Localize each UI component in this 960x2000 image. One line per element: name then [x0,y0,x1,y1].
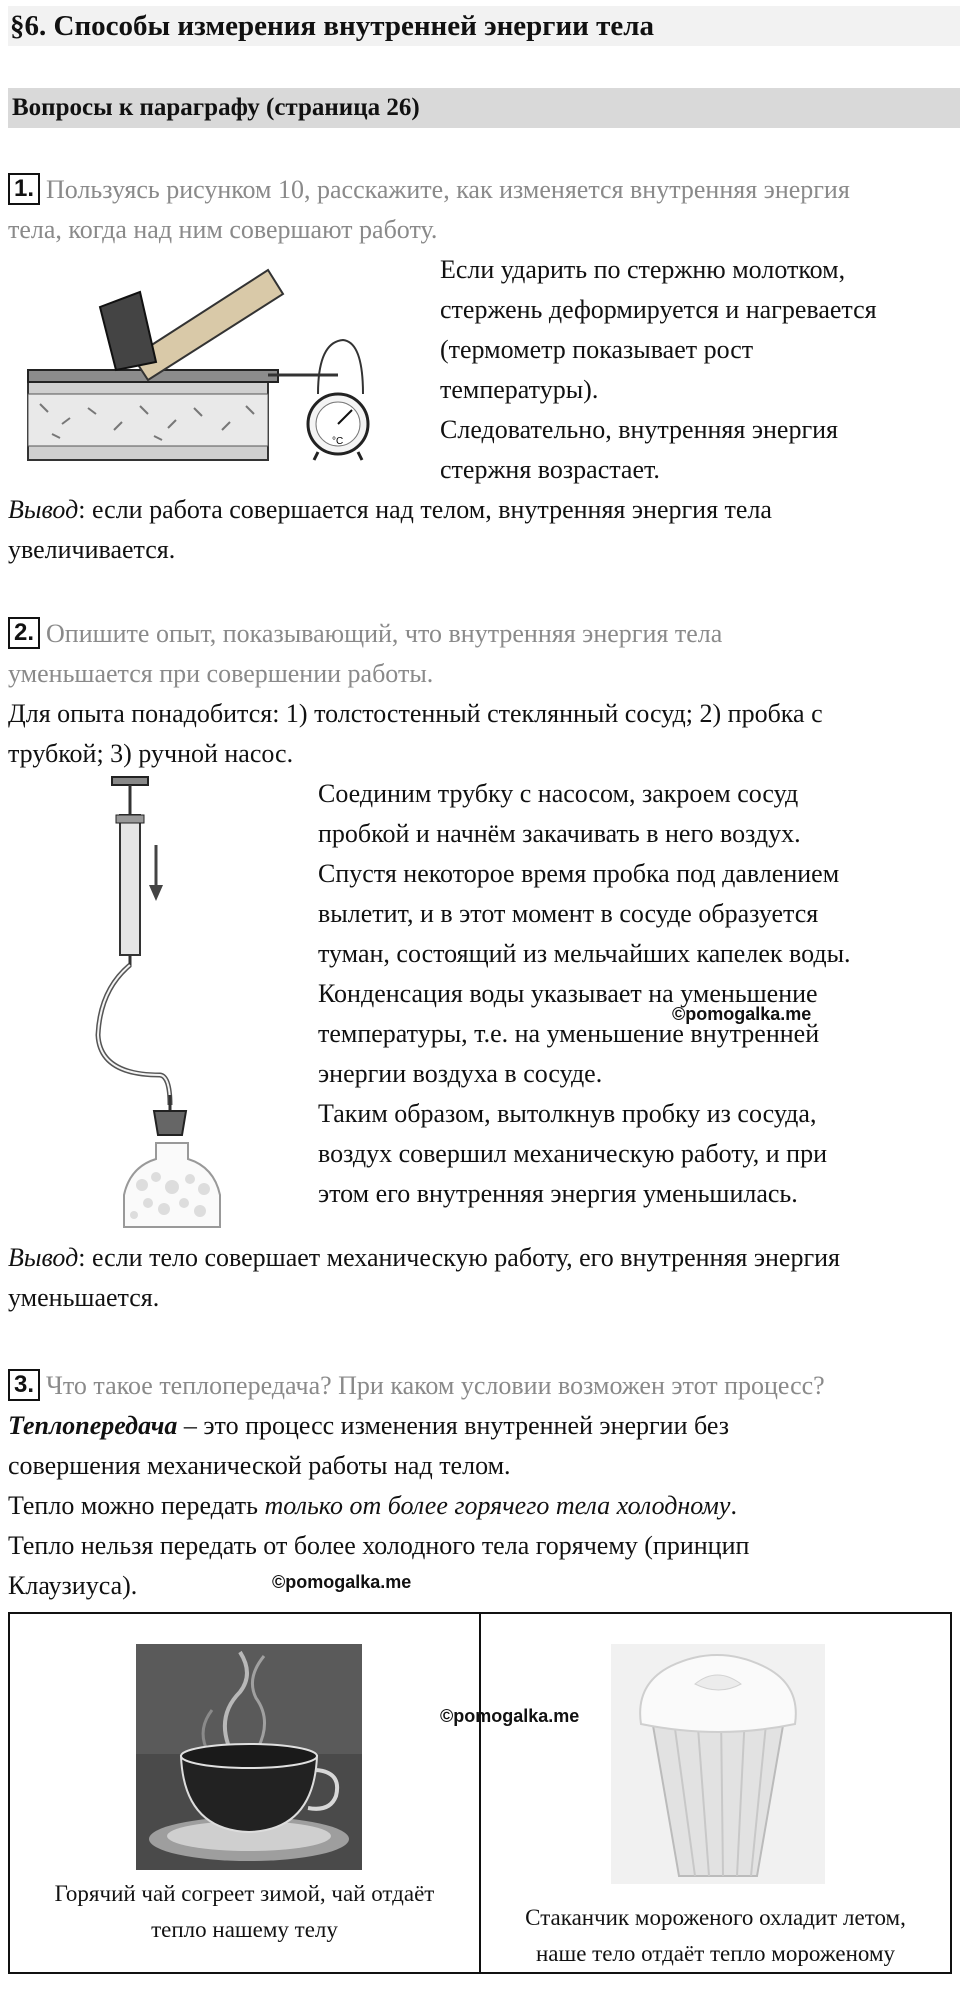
q3-question: 3. Что такое теплопередача? При каком условии возможен этот процесс? [8,1366,825,1406]
caption-ice-cream-line1: Стаканчик мороженого охладит летом, [525,1905,906,1930]
q1-question-line1: 1. Пользуясь рисунком 10, расскажите, как изменяется внутренняя энергия [8,170,850,210]
q3-definition-line1: Теплопередача – это процесс изменения внутренней энергии без [8,1411,730,1440]
q2-answer-line3: Спустя некоторое время пробка под давлением [318,859,840,888]
q1-answer-line6: стержня возрастает. [440,455,660,484]
q3-line4: Тепло нельзя передать от более холодного тела горячему (принцип [8,1531,750,1560]
q2-number: 2. [8,617,40,649]
q2-question-line2: уменьшается при совершении работы. [8,659,434,688]
hot-tea-photo [136,1644,362,1870]
q1-answer-line1: Если ударить по стержню молотком, [440,255,846,284]
q2-answer-line6: Конденсация воды указывает на уменьшение [318,979,818,1008]
hammer-rod-thermometer-illustration [18,262,418,462]
example-cell-tea [9,1613,480,1973]
q2-answer-line8: энергии воздуха в сосуде. [318,1059,603,1088]
q2-question-line1: 2. Опишите опыт, показывающий, что внутренняя энергия тела [8,614,722,654]
q3-definition-line2: совершения механической работы над телом. [8,1451,511,1480]
q3-number: 3. [8,1369,40,1401]
caption-tea-line1: Горячий чай согреет зимой, чай отдаёт [54,1881,435,1906]
q1-answer-line4: температуры). [440,375,599,404]
q1-question-line2: тела, когда над ним совершают работу. [8,215,438,244]
questions-subtitle: Вопросы к параграфу (страница 26) [8,88,960,128]
q2-needs-line2: трубкой; 3) ручной насос. [8,739,294,768]
q3-term: Теплопередача [8,1411,178,1440]
example-cell-ice-cream [480,1613,951,1973]
thermometer-unit: °C [332,436,344,447]
q2-needs-line1: Для опыта понадобится: 1) толстостенный стеклянный сосуд; 2) пробка с [8,699,823,728]
q2-answer-line4: вылетит, и в этот момент в сосуде образуется [318,899,819,928]
q1-conclusion-label: Вывод [8,495,79,524]
q2-conclusion-label: Вывод [8,1243,79,1272]
q1-answer-line2: стержень деформируется и нагревается [440,295,877,324]
q2-answer-line2: пробкой и начнём закачивать в него воздух. [318,819,801,848]
caption-ice-cream-line2: наше тело отдаёт тепло мороженому [535,1941,896,1966]
q2-answer-line1: Соединим трубку с насосом, закроем сосуд [318,779,799,808]
q1-answer-line3: (термометр показывает рост [440,335,754,364]
ice-cream-photo [611,1644,825,1884]
q1-number: 1. [8,173,40,205]
q2-answer-line5: туман, состоящий из мельчайших капелек воды. [318,939,851,968]
q3-line3: Тепло можно передать только от более горячего тела холодному. [8,1491,737,1520]
q2-answer-line11: этом его внутренняя энергия уменьшилась. [318,1179,798,1208]
watermark: ©pomogalka.me [272,1572,412,1592]
pump-bottle-illustration [60,775,290,1230]
q1-conclusion-line2: увеличивается. [8,535,176,564]
section-title: §6. Способы измерения внутренней энергии тела [8,6,960,46]
q1-conclusion-line1: Вывод: если работа совершается над телом, внутренняя энергия тела [8,495,772,524]
watermark: ©pomogalka.me [440,1706,580,1726]
heat-transfer-examples-table [8,1612,952,1974]
q2-answer-line10: воздух совершил механическую работу, и при [318,1139,827,1168]
watermark: ©pomogalka.me [672,1004,812,1024]
q2-answer-line9: Таким образом, вытолкнув пробку из сосуда, [318,1099,817,1128]
q2-conclusion-line2: уменьшается. [8,1283,160,1312]
q3-line5: Клаузиуса). [8,1571,138,1600]
q1-answer-line5: Следовательно, внутренняя энергия [440,415,838,444]
caption-tea-line2: тепло нашему телу [151,1917,338,1942]
q2-conclusion-line1: Вывод: если тело совершает механическую работу, его внутренняя энергия [8,1243,841,1272]
q2-answer-line7: температуры, т.е. на уменьшение внутренней [318,1019,820,1048]
